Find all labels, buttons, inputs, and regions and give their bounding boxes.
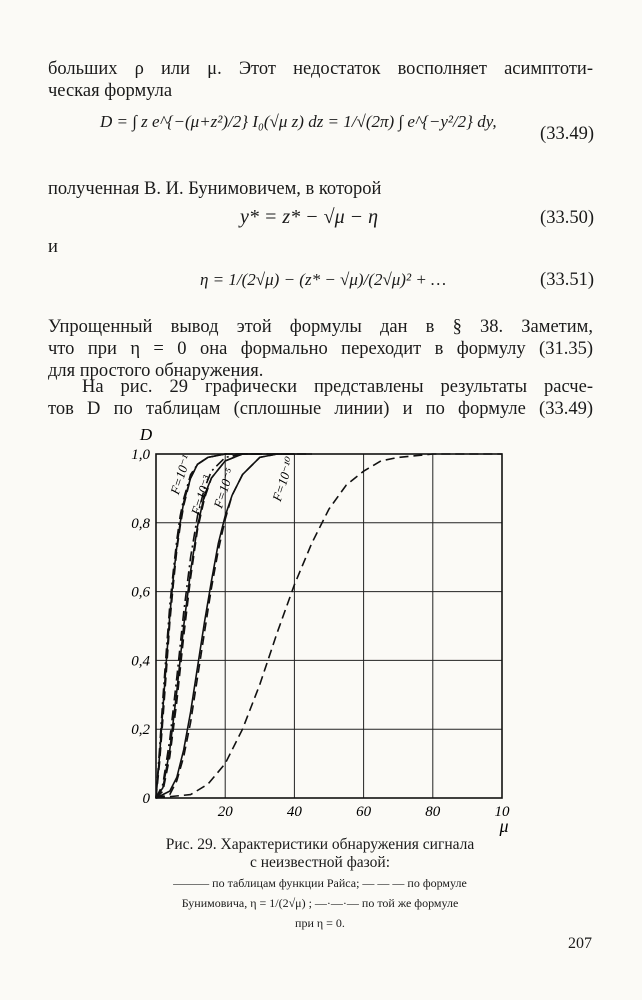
- series-line: [156, 454, 502, 798]
- x-tick-label: 10: [494, 804, 510, 820]
- figure-legend-line-3: при η = 0.: [295, 916, 345, 930]
- equation-33-50: y* = z* − √μ − η: [240, 206, 379, 228]
- equation-number-33-51: (33.51): [540, 270, 594, 290]
- equation-33-49: [100, 110, 497, 133]
- series-line: [156, 454, 260, 798]
- text-line-2: ческая формула: [48, 81, 173, 101]
- y-tick-label: 0: [142, 791, 150, 807]
- text-line-9: тов D по таблицам (сплошные линии) и по формуле (33.49): [48, 399, 593, 419]
- x-tick-label: 20: [217, 804, 233, 820]
- text-line-4: и: [48, 237, 58, 257]
- figure-caption-subtitle: с неизвестной фазой:: [249, 854, 390, 871]
- x-tick-label: 40: [286, 804, 302, 820]
- y-axis-label: D: [139, 425, 153, 444]
- figure-legend-line-1: ——— по таблицам функции Райса; — — — по формуле: [173, 876, 467, 890]
- text-line-1: больших ρ или μ. Этот недостаток восполняет асимптоти-: [48, 59, 593, 79]
- curve-label: F=10⁻³: [187, 473, 215, 517]
- curve-label: F=10⁻¹⁰: [269, 455, 298, 504]
- x-tick-label: 60: [356, 804, 372, 820]
- y-tick-label: 0,6: [131, 584, 150, 601]
- text-line-6: что при η = 0 она формально переходит в формулу (31.35): [48, 339, 593, 359]
- text-line-3: полученная В. И. Бунимовичем, в которой: [48, 179, 382, 199]
- text-line-5: Упрощенный вывод этой формулы дан в § 38. Заметим,: [48, 317, 593, 337]
- figure-legend-line-2: Бунимовича, η = 1/(2√μ) ; —·—·— по той же формуле: [181, 896, 459, 910]
- x-axis-label: μ: [499, 816, 509, 836]
- y-tick-label: 0,8: [131, 515, 150, 532]
- x-tick-label: 80: [425, 804, 441, 820]
- text-line-7: для простого обнаружения.: [48, 361, 264, 381]
- series-line: [156, 454, 260, 798]
- equation-number-33-49: (33.49): [540, 124, 594, 144]
- equation-33-49-text: D = ∫ z e^{−(μ+z²)/2} I₀(√μ z) dz = 1/√(2π) ∫ e^{−y²/2} dy,: [100, 112, 497, 131]
- figure-caption-title: Рис. 29. Характеристики обнаружения сигнала: [165, 836, 475, 853]
- equation-33-51: η = 1/(2√μ) − (z* − √μ)/(2√μ)² + …: [200, 270, 447, 289]
- page-number: 207: [568, 935, 592, 952]
- detection-chart: [110, 420, 530, 840]
- y-tick-label: 0,4: [131, 653, 150, 670]
- y-tick-label: 1,0: [131, 447, 150, 463]
- text-line-8: На рис. 29 графически представлены результаты расче-: [82, 377, 593, 397]
- equation-number-33-50: (33.50): [540, 208, 594, 228]
- plot-frame: [156, 454, 502, 798]
- curve-label: F=10⁻⁵: [210, 466, 238, 510]
- series-line: [156, 454, 260, 798]
- curve-label: F=10⁻¹: [167, 453, 194, 497]
- y-tick-label: 0,2: [131, 722, 150, 739]
